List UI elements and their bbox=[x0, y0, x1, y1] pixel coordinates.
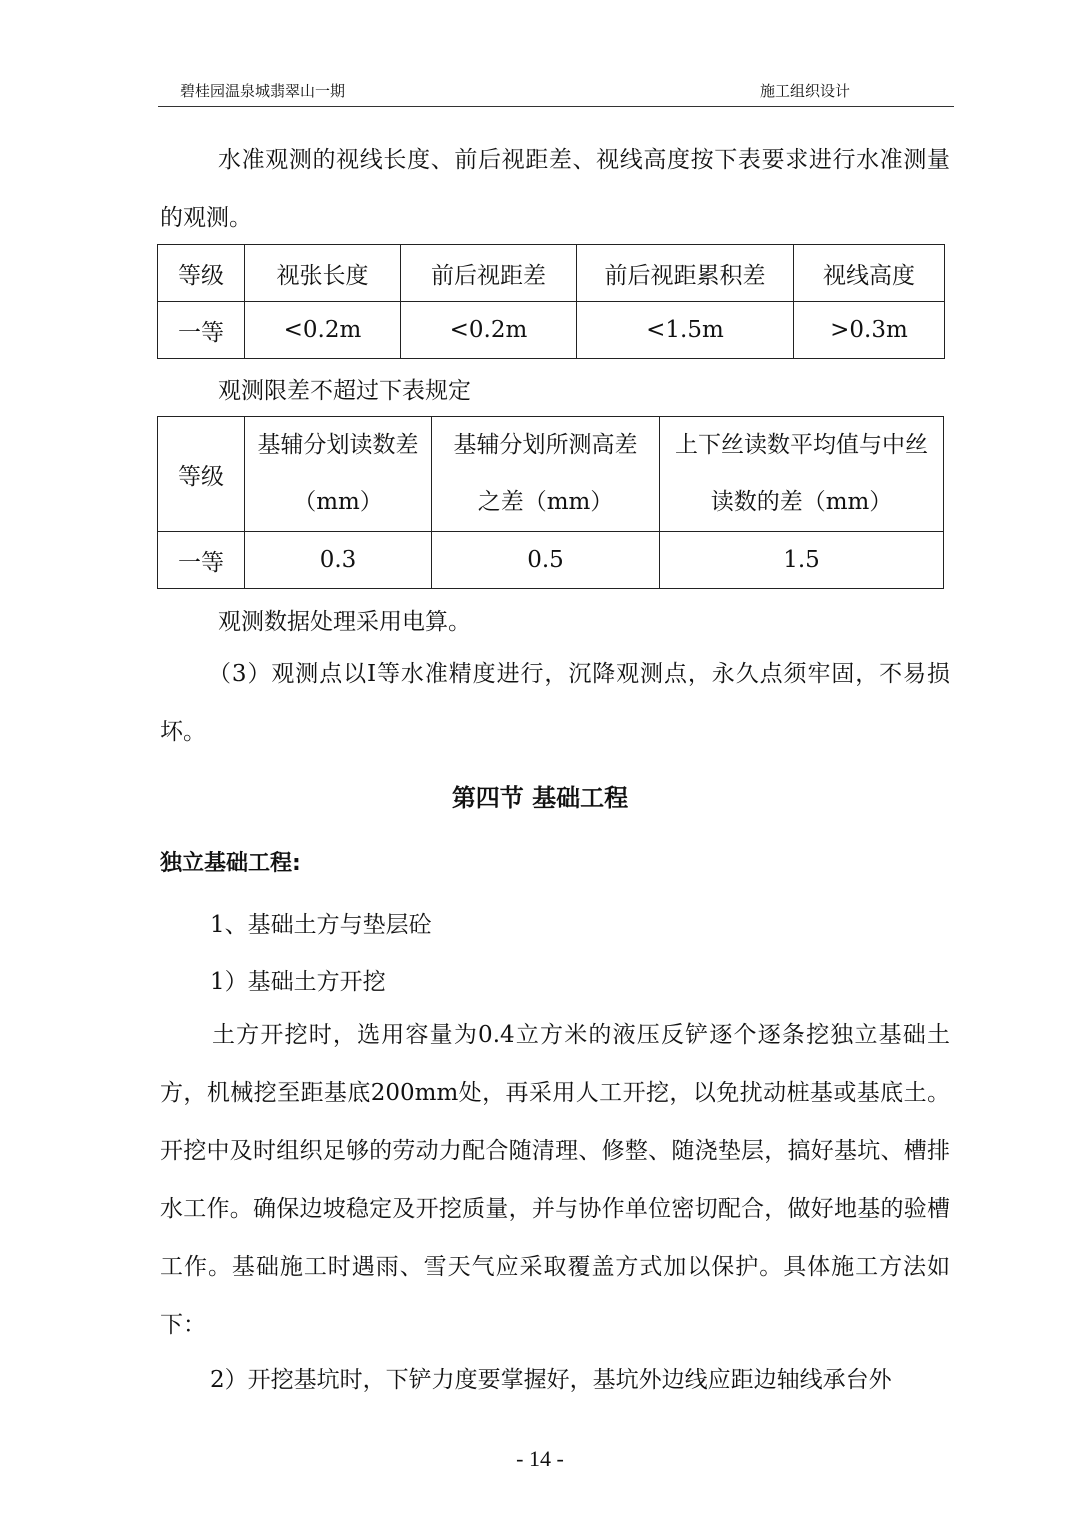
table-header-cell: 视张长度 bbox=[245, 245, 401, 302]
table-cell: <0.2m bbox=[401, 302, 577, 359]
table-row bbox=[158, 302, 945, 359]
item-subheading: 1）基础土方开挖 bbox=[210, 969, 386, 995]
section-title: 第四节 基础工程 bbox=[451, 784, 629, 812]
observation-point-paragraph: （3）观测点以Ⅰ等水准精度进行，沉降观测点，永久点须牢固，不易损坏。 bbox=[160, 661, 950, 745]
table-cell: 0.5 bbox=[432, 532, 660, 589]
excavation-paragraph: 土方开挖时，选用容量为0.4立方米的液压反铲逐个逐条挖独立基础土方，机械挖至距基底200mm处，再采用人工开挖，以免扰动桩基或基底土。开挖中及时组织足够的劳动力配合随清理、修整、随浇垫层，搞好基坑、槽排水工作。确保边坡稳定及开挖质量，并与协作单位密切配合，做好地基的验槽工作。基础施工时遇雨、雪天气应采取覆盖方式加以保护。具体施工方法如下： bbox=[160, 1022, 950, 1338]
observation-tolerance-table bbox=[157, 416, 944, 589]
table-header-cell bbox=[432, 417, 660, 532]
header-project-name: 碧桂园温泉城翡翠山一期 bbox=[180, 82, 346, 100]
table-cell: <0.2m bbox=[245, 302, 401, 359]
intro-paragraph: 水准观测的视线长度、前后视距差、视线高度按下表要求进行水准测量的观测。 bbox=[160, 147, 950, 231]
subsection-title: 独立基础工程: bbox=[160, 851, 301, 876]
header-line: 上下丝读数平均值与中丝 bbox=[675, 432, 928, 458]
leveling-requirements-table bbox=[157, 244, 945, 359]
table-header-cell: 前后视距累积差 bbox=[577, 245, 794, 302]
header-line: 基辅分划所测高差 bbox=[453, 432, 638, 458]
table-header-cell: 视线高度 bbox=[794, 245, 945, 302]
header-line: 基辅分划读数差 bbox=[257, 432, 419, 458]
table-header-cell: 等级 bbox=[158, 417, 245, 532]
table-cell: >0.3m bbox=[794, 302, 945, 359]
data-processing-note: 观测数据处理采用电算。 bbox=[218, 609, 471, 635]
header-line: 之差（mm） bbox=[477, 489, 614, 515]
page-number: - 14 - bbox=[516, 1446, 564, 1471]
item-heading: 1、基础土方与垫层砼 bbox=[210, 912, 432, 938]
page-header bbox=[158, 72, 954, 107]
table2-caption: 观测限差不超过下表规定 bbox=[218, 378, 471, 404]
table-row bbox=[158, 532, 944, 589]
table-cell: 0.3 bbox=[245, 532, 432, 589]
item-paragraph: 2）开挖基坑时，下铲力度要掌握好，基坑外边线应距边轴线承台外 bbox=[210, 1367, 892, 1393]
table-header-cell bbox=[245, 417, 432, 532]
table-cell: <1.5m bbox=[577, 302, 794, 359]
table-header-cell: 前后视距差 bbox=[401, 245, 577, 302]
table-cell: 1.5 bbox=[660, 532, 944, 589]
table-header-row bbox=[158, 245, 945, 302]
header-line: 读数的差（mm） bbox=[710, 489, 893, 515]
table-header-row bbox=[158, 417, 944, 532]
header-document-type: 施工组织设计 bbox=[759, 82, 850, 100]
header-line: （mm） bbox=[293, 489, 383, 515]
table-cell: 一等 bbox=[158, 302, 245, 359]
table-header-cell: 等级 bbox=[158, 245, 245, 302]
table-header-cell bbox=[660, 417, 944, 532]
table-cell: 一等 bbox=[158, 532, 245, 589]
